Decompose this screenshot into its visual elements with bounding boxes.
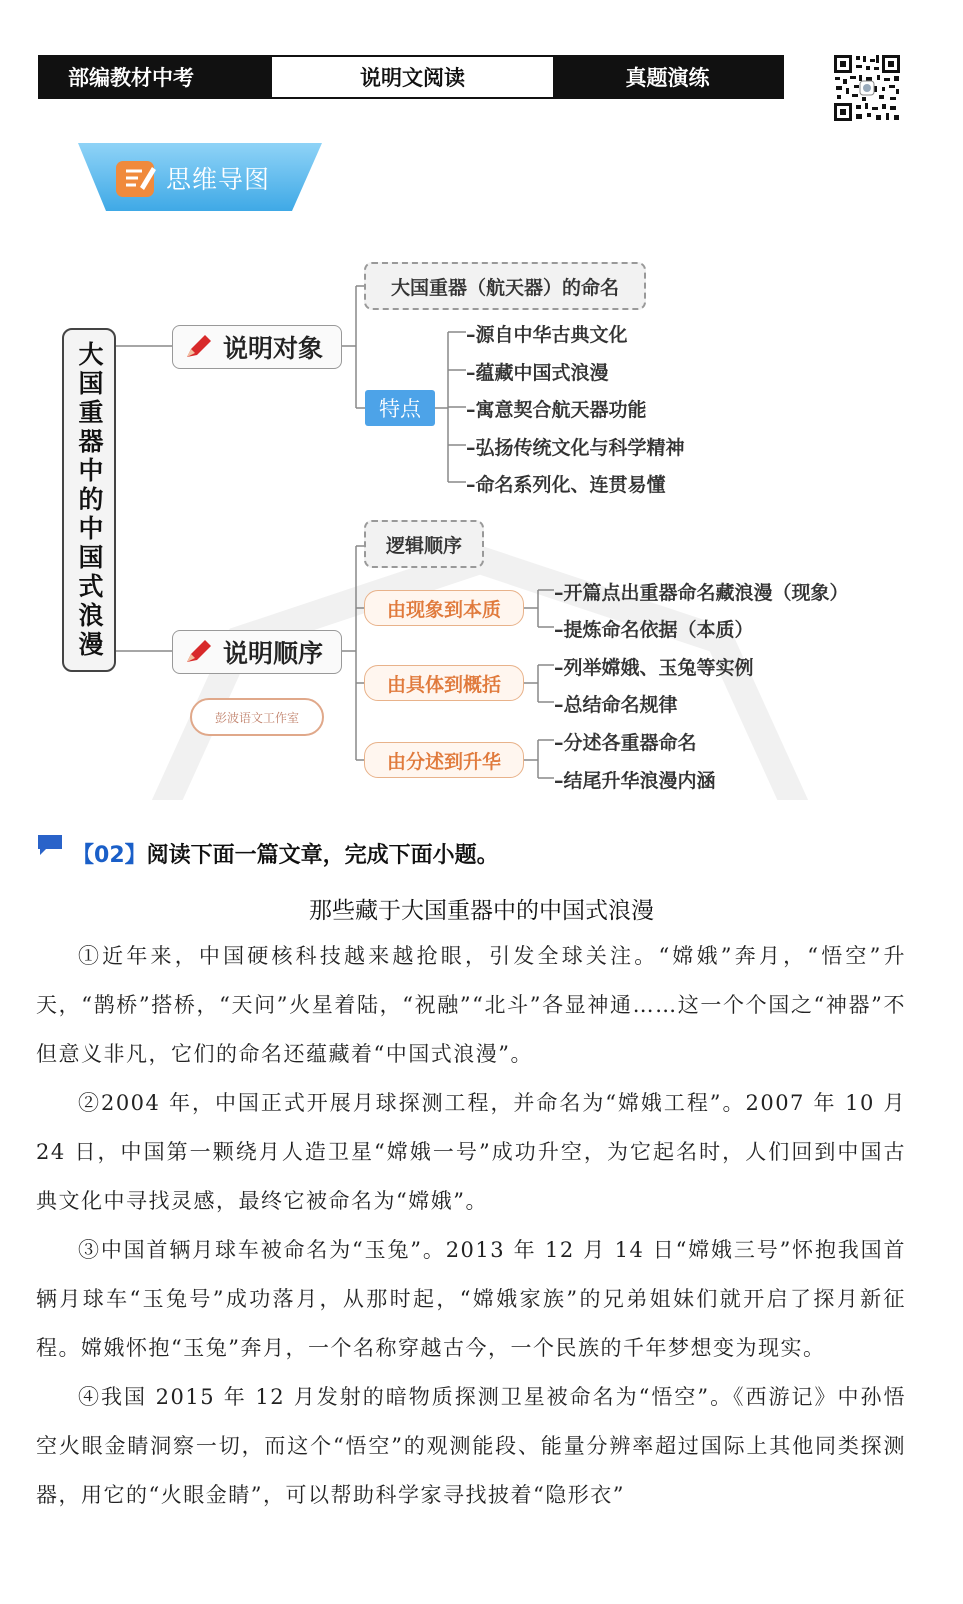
article-paragraph: ④我国 2015 年 12 月发射的暗物质探测卫星被命名为“悟空”。《西游记》中孙悟空火眼金睛洞察一切，而这个“悟空”的观测能段、能量分辨率超过国际上其他同类探测器，用它的“火眼金睛”，可以帮助科学家寻找披着“隐形衣”	[36, 1385, 906, 1507]
feature-item: –弘扬传统文化与科学精神	[466, 437, 685, 459]
header-middle: 说明文阅读	[272, 57, 553, 97]
article-paragraph: ③中国首辆月球车被命名为“玉兔”。2013 年 12 月 14 日“嫦娥三号”怀抱我国首辆月球车“玉兔号”成功落月，从那时起，“嫦娥家族”的兄弟姐妹们就开启了探月新征程。嫦娥怀抱“玉兔”奔月，一个名称穿越古今，一个民族的千年梦想变为现实。	[36, 1238, 906, 1360]
order-phenomenon-essence: 由现象到本质	[364, 590, 524, 626]
branch-explain-order	[172, 630, 342, 674]
question-bracket-open: 【	[72, 843, 95, 868]
order-specific-general: 由具体到概括	[364, 665, 524, 701]
header-right: 真题演练	[553, 57, 782, 97]
article-paragraph: ①近年来，中国硬核科技越来越抢眼，引发全球关注。“嫦娥”奔月，“悟空”升天，“鹊桥”搭桥，“天问”火星着陆，“祝融”“北斗”各显神通……这一个个国之“神器”不但意义非凡，它们的命名还蕴藏着“中国式浪漫”。	[36, 944, 906, 1066]
object-box: 大国重器（航天器）的命名	[364, 262, 646, 310]
question-number: 02	[94, 843, 125, 868]
header-left: 部编教材中考	[40, 57, 272, 97]
branch-explain-object	[172, 325, 342, 369]
feature-item: –源自中华古典文化	[466, 324, 628, 346]
order-item: –总结命名规律	[554, 694, 678, 716]
logic-order-box: 逻辑顺序	[364, 520, 484, 568]
order-item: –提炼命名依据（本质）	[554, 619, 754, 641]
order-item: –分述各重器命名	[554, 732, 697, 754]
mindmap-root-label: 大国重器中的中国式浪漫	[75, 340, 104, 660]
article-body	[36, 932, 906, 1520]
question-prompt	[72, 838, 499, 869]
mindmap-root	[62, 328, 116, 672]
banner-label: 思维导图	[166, 165, 271, 194]
pencil-icon	[183, 333, 215, 361]
studio-stamp: 彭波语文工作室	[190, 698, 324, 736]
branch-explain-object-label: 说明对象	[223, 334, 324, 363]
feature-item: –寓意契合航天器功能	[466, 399, 647, 421]
branch-explain-order-label: 说明顺序	[223, 639, 324, 668]
feature-tag: 特点	[365, 390, 435, 426]
feature-item: –命名系列化、连贯易懂	[466, 474, 666, 496]
question-text: 阅读下面一篇文章，完成下面小题。	[146, 843, 499, 868]
pencil-icon	[183, 638, 215, 666]
article-paragraph: ②2004 年，中国正式开展月球探测工程，并命名为“嫦娥工程”。2007 年 10 月 24 日，中国第一颗绕月人造卫星“嫦娥一号”成功升空，为它起名时，人们回到中国古典文化中寻找灵感，最终它被命名为“嫦娥”。	[36, 1091, 906, 1213]
chat-bubble-icon	[36, 833, 64, 857]
order-detail-sublimation: 由分述到升华	[364, 742, 524, 778]
order-item: –开篇点出重器命名藏浪漫（现象）	[554, 582, 849, 604]
feature-item: –蕴藏中国式浪漫	[466, 362, 609, 384]
question-bracket-close: 】	[124, 843, 147, 868]
order-item: –列举嫦娥、玉兔等实例	[554, 657, 754, 679]
article-title: 那些藏于大国重器中的中国式浪漫	[309, 898, 654, 924]
order-item: –结尾升华浪漫内涵	[554, 770, 716, 792]
